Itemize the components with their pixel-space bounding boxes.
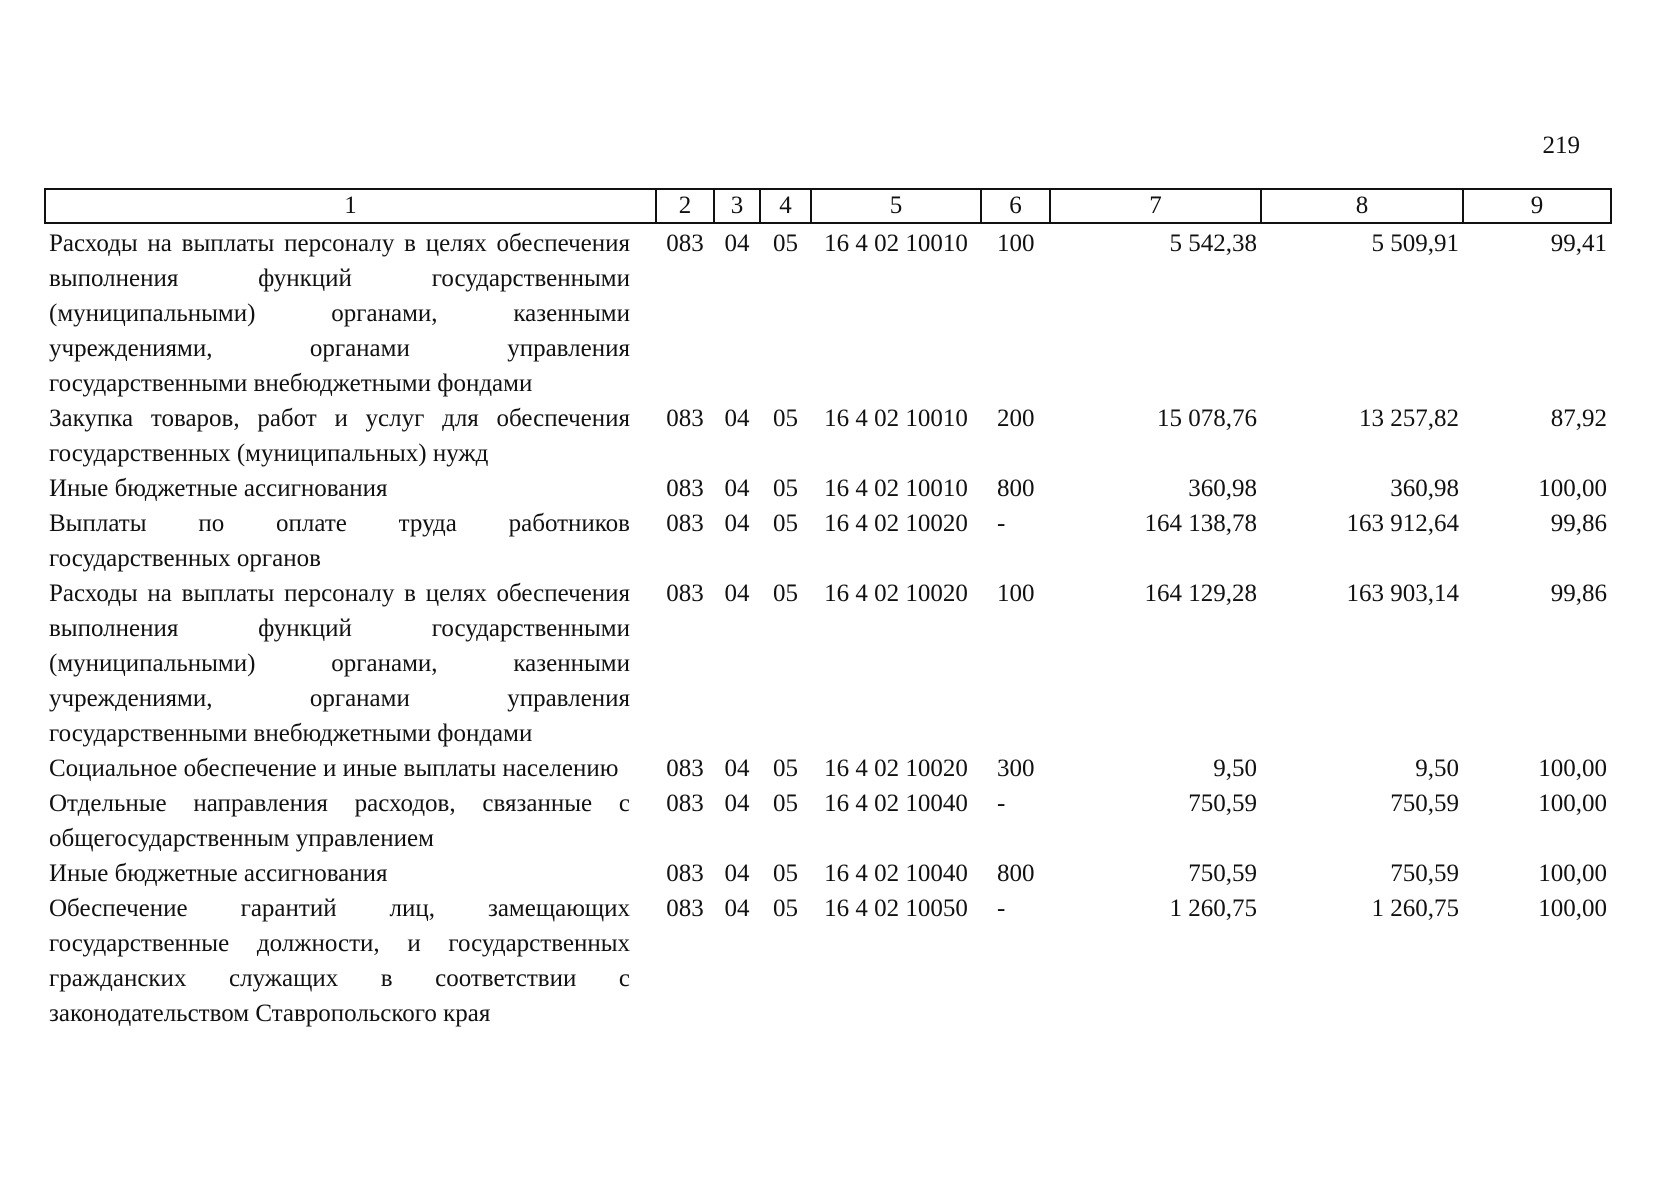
table-row (45, 471, 1611, 506)
target-article-code: 16 4 02 10020 (824, 755, 968, 782)
table-header-row (45, 189, 1611, 223)
expense-type-code: 800 (997, 860, 1035, 887)
column-header: 4 (760, 189, 811, 223)
subsection-code: 05 (773, 475, 798, 502)
expense-type-code: 100 (997, 580, 1035, 607)
section-code: 04 (724, 755, 750, 782)
execution-percent: 100,00 (1538, 895, 1607, 922)
page-number: 219 (1542, 132, 1580, 159)
execution-percent: 87,92 (1550, 405, 1607, 432)
column-header: 7 (1050, 189, 1261, 223)
section-code: 04 (724, 580, 750, 607)
target-article-code: 16 4 02 10040 (824, 860, 968, 887)
table-row (45, 576, 1611, 751)
expense-name: Расходы на выплаты персоналу в целях обеспечения выполнения функций государственными (муниципальными) органами, казенными учреждениями, органами управления государственными внебюджетными фондами (49, 580, 630, 747)
section-code: 04 (724, 790, 750, 817)
subsection-code: 05 (773, 755, 798, 782)
expense-type-code: - (997, 510, 1006, 537)
planned-amount: 5 542,38 (1169, 230, 1257, 257)
expense-name: Обеспечение гарантий лиц, замещающих государственные должности, и государственных гражданских служащих в соответствии с законодательством Ставропольского края (49, 895, 630, 1027)
expense-name: Расходы на выплаты персоналу в целях обеспечения выполнения функций государственными (муниципальными) органами, казенными учреждениями, органами управления государственными внебюджетными фондами (49, 230, 630, 397)
column-header: 6 (981, 189, 1050, 223)
actual-amount: 13 257,82 (1359, 405, 1459, 432)
expense-type-code: - (997, 790, 1006, 817)
execution-percent: 99,86 (1550, 510, 1607, 537)
planned-amount: 1 260,75 (1169, 895, 1257, 922)
column-header: 2 (656, 189, 714, 223)
subsection-code: 05 (773, 510, 798, 537)
budget-table (44, 188, 1612, 1031)
expense-name: Отдельные направления расходов, связанные с общегосударственным управлением (49, 790, 630, 852)
actual-amount: 163 903,14 (1346, 580, 1459, 607)
ministry-code: 083 (666, 860, 704, 887)
column-header: 8 (1261, 189, 1463, 223)
column-header: 3 (714, 189, 760, 223)
actual-amount: 750,59 (1390, 790, 1459, 817)
table-row (45, 401, 1611, 471)
expense-name: Иные бюджетные ассигнования (49, 860, 388, 887)
target-article-code: 16 4 02 10050 (824, 895, 968, 922)
expense-type-code: - (997, 895, 1006, 922)
section-code: 04 (724, 230, 750, 257)
expense-name: Закупка товаров, работ и услуг для обеспечения государственных (муниципальных) нужд (49, 405, 630, 467)
table-row (45, 223, 1611, 401)
planned-amount: 360,98 (1188, 475, 1257, 502)
table-row (45, 891, 1611, 1031)
planned-amount: 15 078,76 (1157, 405, 1257, 432)
actual-amount: 163 912,64 (1346, 510, 1459, 537)
subsection-code: 05 (773, 860, 798, 887)
section-code: 04 (724, 475, 750, 502)
expense-name: Иные бюджетные ассигнования (49, 475, 388, 502)
target-article-code: 16 4 02 10020 (824, 580, 968, 607)
expense-type-code: 200 (997, 405, 1035, 432)
expense-type-code: 100 (997, 230, 1035, 257)
execution-percent: 99,86 (1550, 580, 1607, 607)
execution-percent: 99,41 (1550, 230, 1607, 257)
target-article-code: 16 4 02 10010 (824, 405, 968, 432)
table-row (45, 786, 1611, 856)
target-article-code: 16 4 02 10020 (824, 510, 968, 537)
column-header: 9 (1463, 189, 1611, 223)
expense-name: Социальное обеспечение и иные выплаты населению (49, 755, 619, 782)
actual-amount: 1 260,75 (1371, 895, 1459, 922)
execution-percent: 100,00 (1538, 755, 1607, 782)
target-article-code: 16 4 02 10010 (824, 230, 968, 257)
column-header: 5 (811, 189, 981, 223)
subsection-code: 05 (773, 895, 798, 922)
section-code: 04 (724, 405, 750, 432)
section-code: 04 (724, 860, 750, 887)
table-row (45, 506, 1611, 576)
planned-amount: 164 129,28 (1144, 580, 1257, 607)
ministry-code: 083 (666, 230, 704, 257)
column-header: 1 (45, 189, 656, 223)
ministry-code: 083 (666, 755, 704, 782)
ministry-code: 083 (666, 510, 704, 537)
subsection-code: 05 (773, 790, 798, 817)
actual-amount: 5 509,91 (1371, 230, 1459, 257)
actual-amount: 360,98 (1390, 475, 1459, 502)
section-code: 04 (724, 895, 750, 922)
execution-percent: 100,00 (1538, 790, 1607, 817)
table-row (45, 856, 1611, 891)
table-row (45, 751, 1611, 786)
ministry-code: 083 (666, 475, 704, 502)
planned-amount: 750,59 (1188, 790, 1257, 817)
ministry-code: 083 (666, 790, 704, 817)
subsection-code: 05 (773, 230, 798, 257)
ministry-code: 083 (666, 405, 704, 432)
section-code: 04 (724, 510, 750, 537)
planned-amount: 9,50 (1213, 755, 1257, 782)
ministry-code: 083 (666, 580, 704, 607)
subsection-code: 05 (773, 580, 798, 607)
expense-name: Выплаты по оплате труда работников государственных органов (49, 510, 630, 572)
actual-amount: 750,59 (1390, 860, 1459, 887)
target-article-code: 16 4 02 10010 (824, 475, 968, 502)
expense-type-code: 300 (997, 755, 1035, 782)
planned-amount: 750,59 (1188, 860, 1257, 887)
actual-amount: 9,50 (1415, 755, 1459, 782)
expense-type-code: 800 (997, 475, 1035, 502)
ministry-code: 083 (666, 895, 704, 922)
execution-percent: 100,00 (1538, 860, 1607, 887)
target-article-code: 16 4 02 10040 (824, 790, 968, 817)
planned-amount: 164 138,78 (1144, 510, 1257, 537)
subsection-code: 05 (773, 405, 798, 432)
execution-percent: 100,00 (1538, 475, 1607, 502)
